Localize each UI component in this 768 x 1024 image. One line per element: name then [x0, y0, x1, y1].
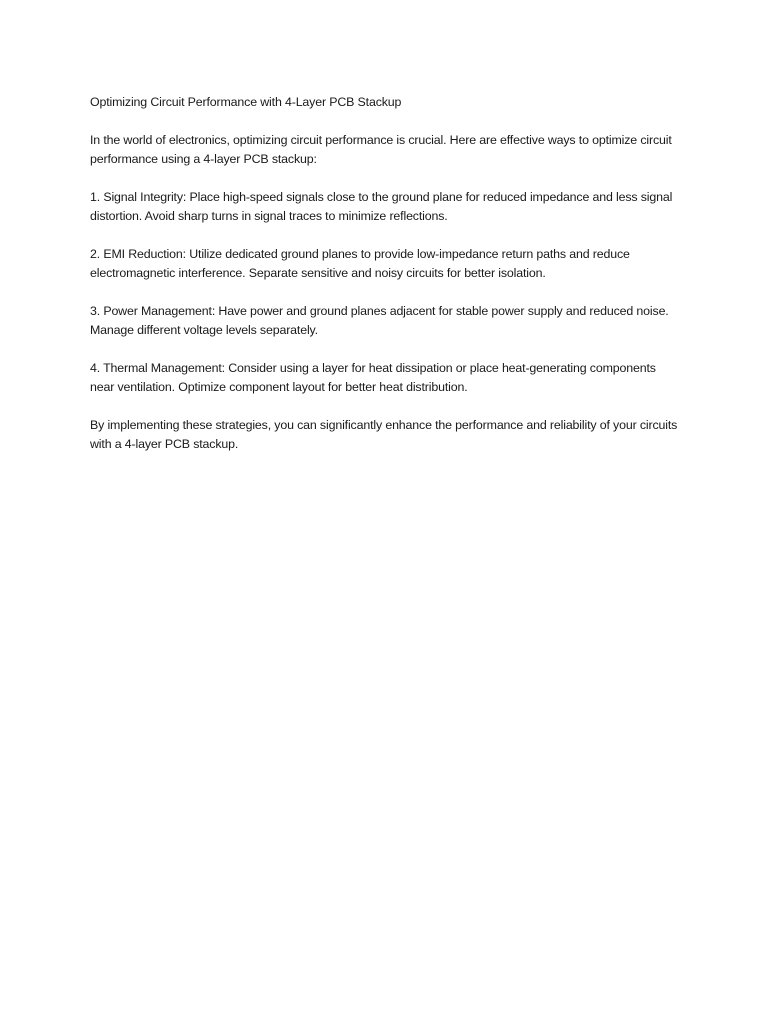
power-management-paragraph: 3. Power Management: Have power and ground planes adjacent for stable power supply and reduced noise. Manage different voltage levels separately. — [90, 304, 669, 337]
document-title: Optimizing Circuit Performance with 4-Layer PCB Stackup — [90, 95, 402, 109]
signal-integrity-paragraph: 1. Signal Integrity: Place high-speed signals close to the ground plane for reduced impedance and less signal distortion. Avoid sharp turns in signal traces to minimize reflections. — [90, 190, 673, 223]
emi-reduction-paragraph: 2. EMI Reduction: Utilize dedicated ground planes to provide low-impedance return paths and reduce electromagnetic interference. Separate sensitive and noisy circuits for better isolation. — [90, 247, 630, 280]
thermal-management-paragraph: 4. Thermal Management: Consider using a layer for heat dissipation or place heat-generating components near ventilation. Optimize component layout for better heat distribution. — [90, 361, 656, 394]
document-body — [90, 93, 680, 473]
conclusion-paragraph: By implementing these strategies, you can significantly enhance the performance and reliability of your circuits with a 4-layer PCB stackup. — [90, 418, 678, 451]
intro-paragraph: In the world of electronics, optimizing circuit performance is crucial. Here are effective ways to optimize circuit performance using a 4-layer PCB stackup: — [90, 133, 672, 166]
